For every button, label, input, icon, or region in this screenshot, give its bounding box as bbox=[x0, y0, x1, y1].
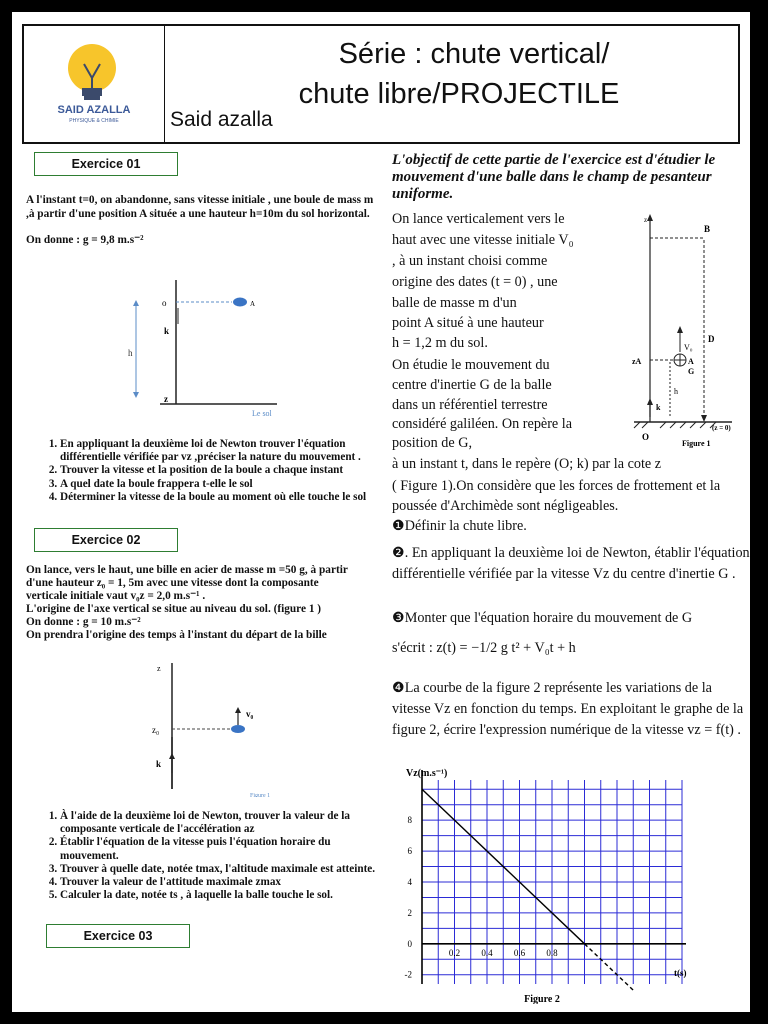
y-tick-label: 8 bbox=[407, 815, 412, 826]
chart-y-label: Vz(m.s⁻¹) bbox=[406, 768, 448, 779]
y-tick-label: 2 bbox=[407, 907, 412, 918]
y-tick-label: 0 bbox=[407, 938, 412, 949]
objective-text: L'objectif de cette partie de l'exercice est d'étudier le mouvement d'une balle dans le champ de pesanteur uniforme. bbox=[392, 152, 716, 202]
fig1-v0: V₀ bbox=[684, 343, 693, 352]
exercise-2-line-2: d'une hauteur z₀ = 1, 5m avec une vitesse dont la composante bbox=[26, 577, 319, 589]
intro-line: dans un référentiel terrestre bbox=[392, 397, 548, 413]
page-title bbox=[224, 34, 724, 114]
ex1-fig-z: z bbox=[164, 394, 168, 404]
logo-subtext: PHYSIQUE & CHIMIE bbox=[69, 118, 119, 124]
intro-line: On lance verticalement vers le bbox=[392, 211, 565, 227]
lightbulb-logo-icon bbox=[24, 26, 164, 142]
ex1-fig-ground: Le sol bbox=[252, 409, 272, 416]
y-tick-label: 6 bbox=[407, 846, 412, 857]
fig1-k: k bbox=[656, 403, 661, 412]
question-1: ❶Définir la chute libre. bbox=[392, 518, 527, 534]
exercise-1-label: Exercice 01 bbox=[34, 152, 178, 176]
worksheet-page bbox=[12, 12, 750, 1012]
exercise-2-label: Exercice 02 bbox=[34, 528, 178, 552]
intro-line: On étudie le mouvement du bbox=[392, 357, 550, 373]
intro-line: origine des dates (t = 0) , une bbox=[392, 274, 558, 290]
fig1-d: D bbox=[708, 334, 715, 344]
ex2-fig-z: z bbox=[157, 664, 161, 673]
ex1-fig-k: k bbox=[164, 326, 170, 336]
fig1-z0: (z = 0) bbox=[712, 424, 731, 432]
question-3-a: ❸Monter que l'équation horaire du mouvement de G bbox=[392, 610, 693, 626]
question-3-b: s'écrit : z(t) = −1/2 g t² + V₀t + h bbox=[392, 640, 576, 656]
fig1-z: z bbox=[644, 216, 648, 224]
ex2-fig-v0: v₀ bbox=[246, 709, 254, 719]
fig1-o: O bbox=[642, 432, 650, 442]
header bbox=[22, 24, 740, 144]
title-line-1: Série : chute vertical/ bbox=[338, 38, 610, 70]
list-item: 3. Trouver à quelle date, notée tmax, l'altitude maximale est atteinte. bbox=[60, 863, 390, 876]
question-4: ❹La courbe de la figure 2 représente les variations de la vitesse Vz en fonction du temps. En exploitant le graphe de la figure 2, écrire l'expression numérique de la vitesse vz = f(t) . bbox=[392, 680, 744, 738]
list-item: 3. A quel date la boule frappera t-elle le sol bbox=[60, 478, 390, 491]
chart-x-label: t(s) bbox=[674, 968, 687, 978]
figure-2-chart bbox=[392, 752, 692, 1004]
fig1-b: B bbox=[704, 224, 711, 234]
logo-text: SAID AZALLA bbox=[57, 104, 131, 116]
ex1-fig-a: A bbox=[250, 300, 256, 308]
list-item: 5. Calculer la date, notée ts , à laquelle la balle touche le sol. bbox=[60, 889, 390, 902]
ex1-fig-h: h bbox=[128, 348, 133, 358]
figure-ref-line: ( Figure 1).On considère que les forces de frottement et la poussée d'Archimède sont négligeables. bbox=[392, 478, 721, 514]
ex1-fig-o: o bbox=[162, 298, 167, 308]
intro-line: centre d'inertie G de la balle bbox=[392, 377, 552, 393]
exercise-1-given: On donne : g = 9,8 m.s⁻² bbox=[26, 234, 144, 246]
exercise-2-line-1: On lance, vers le haut, une bille en acier de masse m =50 g, à partir bbox=[26, 564, 348, 576]
list-item: 2. Trouver la vitesse et la position de la boule a chaque instant bbox=[60, 464, 390, 477]
intro-line: position de G, bbox=[392, 435, 472, 451]
ex2-fig-caption: Figure 1 bbox=[250, 793, 271, 797]
x-tick-label: 0.6 bbox=[513, 947, 526, 958]
title-line-2: chute libre/PROJECTILE bbox=[298, 78, 620, 110]
exercise-2-line-6: On prendra l'origine des temps à l'instant du départ de la bille bbox=[26, 629, 327, 641]
y-tick-label: -2 bbox=[404, 969, 412, 980]
list-item: 4. Trouver la valeur de l'attitude maximale zmax bbox=[60, 876, 390, 889]
fig1-g: G bbox=[688, 367, 695, 376]
intro-line: balle de masse m d'un bbox=[392, 295, 517, 311]
exercise-2-line-5: On donne : g = 10 m.s⁻² bbox=[26, 616, 141, 628]
x-tick-label: 0.8 bbox=[546, 947, 558, 958]
exercise-1-figure bbox=[112, 276, 302, 416]
intro-line: considéré galiléen. On repère la bbox=[392, 416, 573, 432]
exercise-2-figure bbox=[142, 657, 312, 797]
exercise-2-line-3: verticale initiale vaut v₀z = 2,0 m.s⁻¹ . bbox=[26, 590, 206, 602]
list-item: 4. Déterminer la vitesse de la boule au moment où elle touche le sol bbox=[60, 491, 390, 504]
fig1-za: zA bbox=[632, 357, 642, 366]
list-item: 1. En appliquant la deuxième loi de Newton trouver l'équation différentielle vérifiée par vz ,préciser la nature du mouvement . bbox=[60, 438, 390, 464]
intro-line: point A situé à une hauteur bbox=[392, 315, 544, 331]
intro-line: , à un instant choisi comme bbox=[392, 253, 548, 269]
fig1-h: h bbox=[674, 387, 678, 396]
x-tick-label: 0.4 bbox=[481, 947, 493, 958]
list-item: 1. À l'aide de la deuxième loi de Newton, trouver la valeur de la composante verticale de l'accélération az bbox=[60, 810, 390, 836]
question-2: ❷. En appliquant la deuxième loi de Newton, établir l'équation différentielle vérifiée par la vitesse Vz du centre d'inertie G . bbox=[392, 545, 750, 582]
series-line-extension bbox=[585, 944, 634, 990]
exercise-2-questions bbox=[42, 810, 390, 902]
fig1-caption: Figure 1 bbox=[682, 439, 711, 448]
chart-caption: Figure 2 bbox=[524, 994, 560, 1004]
exercise-1-questions bbox=[42, 438, 390, 504]
exercise-2-line-4: L'origine de l'axe vertical se situe au niveau du sol. (figure 1 ) bbox=[26, 603, 322, 615]
repere-line: à un instant t, dans le repère (O; k) par la cote z bbox=[392, 456, 662, 472]
fig1-a: A bbox=[688, 357, 694, 366]
author: Said azalla bbox=[170, 108, 273, 131]
intro-line: h = 1,2 m du sol. bbox=[392, 335, 488, 351]
logo bbox=[24, 26, 165, 142]
ex2-fig-k: k bbox=[156, 759, 162, 769]
intro-line: haut avec une vitesse initiale V₀ bbox=[392, 232, 574, 248]
figure-1-diagram bbox=[620, 212, 746, 452]
exercise-1-text: A l'instant t=0, on abandonne, sans vitesse initiale , une boule de mass m ,à partir d'une position A située a une hauteur h=10m du sol horizontal. bbox=[26, 194, 374, 220]
y-tick-label: 4 bbox=[407, 877, 412, 887]
ex2-fig-z0: z₀ bbox=[152, 725, 160, 735]
x-tick-label: 0.2 bbox=[448, 947, 461, 958]
list-item: 2. Établir l'équation de la vitesse puis l'équation horaire du mouvement. bbox=[60, 836, 390, 862]
exercise-3-label: Exercice 03 bbox=[46, 924, 190, 948]
